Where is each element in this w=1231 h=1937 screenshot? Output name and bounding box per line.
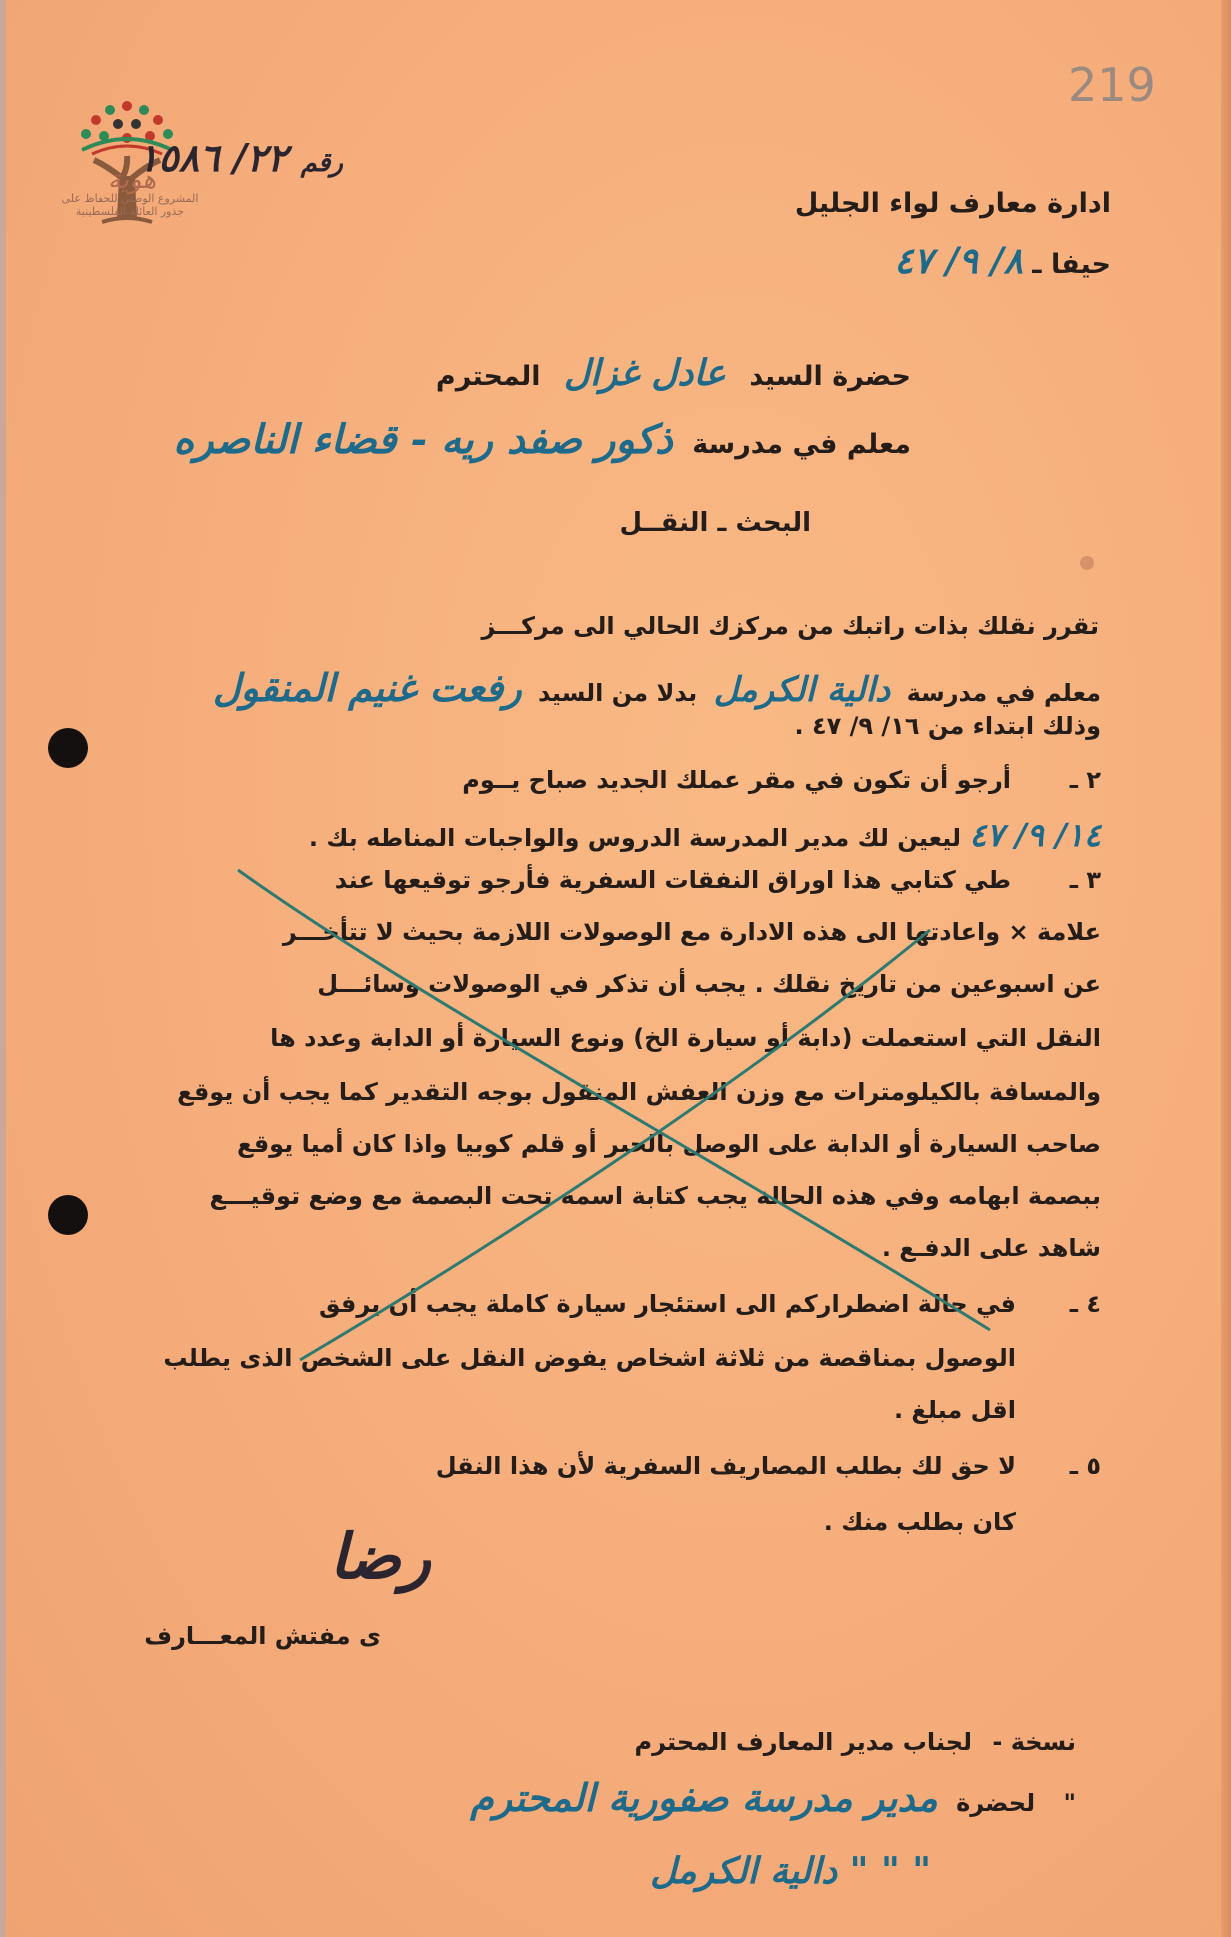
p4-line2: الوصول بمناقصة من ثلاثة اشخاص يفوض النقل على الشخص الذى يطلب	[163, 1344, 1016, 1372]
p1-line1: تقرر نقلك بذات راتبك من مركزك الحالي الى مركـــز	[481, 612, 1099, 640]
place: حيفا	[1050, 249, 1111, 280]
p2-line2-text: ليعين لك مدير المدرسة الدروس والواجبات المناطه بك .	[308, 824, 962, 852]
p2-line2	[309, 816, 1101, 854]
p5-line1: لا حق لك بطلب المصاريف السفرية لأن هذا النقل	[435, 1452, 1016, 1480]
addressee-school: ذكور صفد ريه - قضاء الناصره	[173, 416, 673, 463]
p4-line3: اقل مبلغ .	[893, 1396, 1016, 1424]
copies-line2-prefix: لحضرة	[956, 1789, 1036, 1817]
logo-caption-line1: المشروع الوطني للحفاظ على	[61, 192, 199, 205]
p2-number: ٢ ـ	[1069, 766, 1101, 794]
reference-label: رقم	[300, 148, 343, 178]
p3-line7: ببصمة ابهامه وفي هذه الحالة يجب كتابة اسمه تحت البصمة مع وضع توقيـــع	[209, 1182, 1101, 1210]
punch-hole-upper	[48, 728, 88, 768]
office-name: ادارة معارف لواء الجليل	[794, 188, 1111, 219]
place-date: حيفا ـ ٨/ ٩/ ٤٧	[894, 240, 1111, 282]
copies-bullet: "	[1063, 1789, 1076, 1817]
copies-recipient3: " " " دالية الكرمل	[650, 1850, 931, 1892]
p1-line3: وذلك ابتداء من ١٦/ ٩/ ٤٧ .	[794, 712, 1101, 740]
p3-line4: النقل التي استعملت (دابة أو سيارة الخ) ونوع السيارة أو الدابة وعدد ها	[270, 1024, 1101, 1052]
p1-replaced-name: رفعت غنيم المنقول	[212, 665, 522, 710]
p3-line6: صاحب السيارة أو الدابة على الوصل بالحبر أو قلم كوبيا واذا كان أميا يوقع	[237, 1130, 1101, 1158]
p1-line2-mid: بدلا من السيد	[538, 679, 698, 707]
p4-line1: في حالة اضطراركم الى استئجار سيارة كاملة يجب أن يرفق	[319, 1290, 1016, 1318]
addressee-name: عادل غزال	[563, 352, 726, 394]
addressee-suffix: المحترم	[435, 361, 541, 392]
logo-name: هوية	[107, 165, 157, 195]
signature: رضا	[329, 1520, 431, 1593]
addressee-line2	[173, 416, 911, 463]
punch-hole-lower	[48, 1195, 88, 1235]
signature-title-prefix: ى	[359, 1622, 381, 1650]
p1-line2	[213, 665, 1101, 710]
archive-number: 219	[1068, 58, 1156, 112]
p3-line3: عن اسبوعين من تاريخ نقلك . يجب أن تذكر في الوصولات وسائـــل	[317, 970, 1101, 998]
logo-caption	[50, 192, 210, 218]
page-edge-left	[0, 0, 6, 1937]
p5-line2: كان بطلب منك .	[823, 1508, 1016, 1536]
p2-date: ١٤/ ٩/ ٤٧	[969, 816, 1101, 854]
p3-line5: والمسافة بالكيلومترات مع وزن العفش المنقول بوجه التقدير كما يجب أن يوقع	[177, 1078, 1101, 1106]
addressee-prefix: حضرة السيد	[749, 361, 911, 392]
copies-line2	[470, 1775, 1076, 1820]
letter-date: ٨/ ٩/ ٤٧	[894, 240, 1023, 282]
copies-line1	[635, 1728, 1076, 1756]
copies-recipient1: لجناب مدير المعارف المحترم	[634, 1728, 973, 1756]
page-edge-right	[1221, 0, 1231, 1937]
subject: البحث ـ النقــل	[619, 508, 811, 538]
p3-line8: شاهد على الدفـع .	[881, 1234, 1101, 1262]
p1-line2-prefix: معلم في مدرسة	[906, 679, 1101, 707]
p3-line1: طي كتابي هذا اوراق النفقات السفرية فأرجو توقيعها عند	[334, 866, 1011, 894]
copies-label: نسخة -	[992, 1728, 1076, 1756]
paper-spot	[1080, 556, 1094, 570]
reference-number	[138, 135, 343, 180]
reference-value: ٢٢/ ١٥٨٦	[137, 135, 288, 180]
p1-school: دالية الكرمل	[713, 670, 891, 710]
signature-title	[144, 1622, 381, 1650]
p4-number: ٤ ـ	[1069, 1290, 1101, 1318]
signature-title-text: مفتش المعـــارف	[144, 1622, 351, 1650]
addressee-line1	[436, 352, 911, 394]
p2-line1: أرجو أن تكون في مقر عملك الجديد صباح يــوم	[462, 766, 1011, 794]
addressee-role: معلم في مدرسة	[692, 429, 911, 460]
p3-number: ٣ ـ	[1069, 866, 1101, 894]
logo-caption-line2: جذور العائلة الفلسطينية	[75, 205, 185, 218]
p3-line2: علامة × واعادتها الى هذه الادارة مع الوصولات اللازمة بحيث لا تتأخـــر	[282, 918, 1101, 946]
copies-recipient2: مدير مدرسة صفورية المحترم	[470, 1775, 938, 1820]
p5-number: ٥ ـ	[1069, 1452, 1101, 1480]
